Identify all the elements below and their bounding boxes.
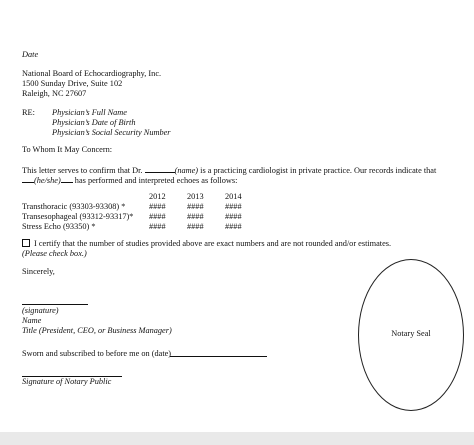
salutation: To Whom It May Concern:	[22, 145, 113, 154]
table-cell: ####	[149, 212, 166, 221]
re-line-3: Physician’s Social Security Number	[52, 128, 171, 137]
table-cell: ####	[149, 222, 166, 231]
body-paragraph-line-2	[22, 174, 237, 186]
notary-signature-label: Signature of Notary Public	[22, 377, 112, 386]
closing: Sincerely,	[22, 267, 55, 276]
certify-line	[22, 239, 391, 249]
table-row-label: Transesophageal (93312-93317)*	[22, 212, 134, 221]
table-cell: ####	[187, 202, 204, 211]
year-header-2013: 2013	[187, 192, 204, 201]
certify-text: I certify that the number of studies provided above are exact numbers and are not rounded and/or estimates.	[34, 239, 392, 248]
re-line-2: Physician’s Date of Birth	[52, 118, 136, 127]
table-cell: ####	[187, 222, 204, 231]
signature-line	[22, 304, 88, 305]
recipient-line-2: 1500 Sunday Drive, Suite 102	[22, 79, 123, 88]
table-cell: ####	[149, 202, 166, 211]
recipient-line-1: National Board of Echocardiography, Inc.	[22, 69, 162, 78]
signature-label: (signature)	[22, 306, 59, 315]
notary-seal-circle	[358, 259, 464, 411]
year-header-2014: 2014	[225, 192, 242, 201]
name-placeholder: (name)	[174, 166, 199, 175]
check-box-note: (Please check box.)	[22, 249, 87, 258]
pronoun-blank-2[interactable]	[61, 174, 73, 183]
doctor-name-blank[interactable]	[145, 164, 175, 173]
certify-checkbox[interactable]	[22, 239, 30, 247]
pronoun-placeholder: (he/she)	[34, 176, 61, 185]
re-line-1: Physician’s Full Name	[52, 108, 127, 117]
body-text-a: This letter serves to confirm that Dr.	[22, 166, 145, 175]
recipient-line-3: Raleigh, NC 27607	[22, 89, 87, 98]
notary-seal-label: Notary Seal	[391, 329, 431, 338]
sworn-date-line[interactable]	[170, 356, 267, 357]
table-cell: ####	[225, 212, 242, 221]
body-text-c: has performed and interpreted echoes as follows:	[72, 176, 238, 185]
re-label: RE:	[22, 108, 35, 117]
page-bottom-margin	[0, 432, 474, 445]
title-label: Title (President, CEO, or Business Manager)	[22, 326, 172, 335]
table-cell: ####	[225, 202, 242, 211]
table-row-label: Transthoracic (93303-93308) *	[22, 202, 126, 211]
pronoun-blank[interactable]	[22, 174, 34, 183]
year-header-2012: 2012	[149, 192, 166, 201]
body-text-b: is a practicing cardiologist in private practice. Our records indicate that	[198, 166, 437, 175]
table-row-label: Stress Echo (93350) *	[22, 222, 96, 231]
date-label: Date	[22, 50, 39, 59]
table-cell: ####	[187, 212, 204, 221]
table-cell: ####	[225, 222, 242, 231]
sworn-text: Sworn and subscribed to before me on (date)	[22, 349, 172, 358]
name-label: Name	[22, 316, 42, 325]
